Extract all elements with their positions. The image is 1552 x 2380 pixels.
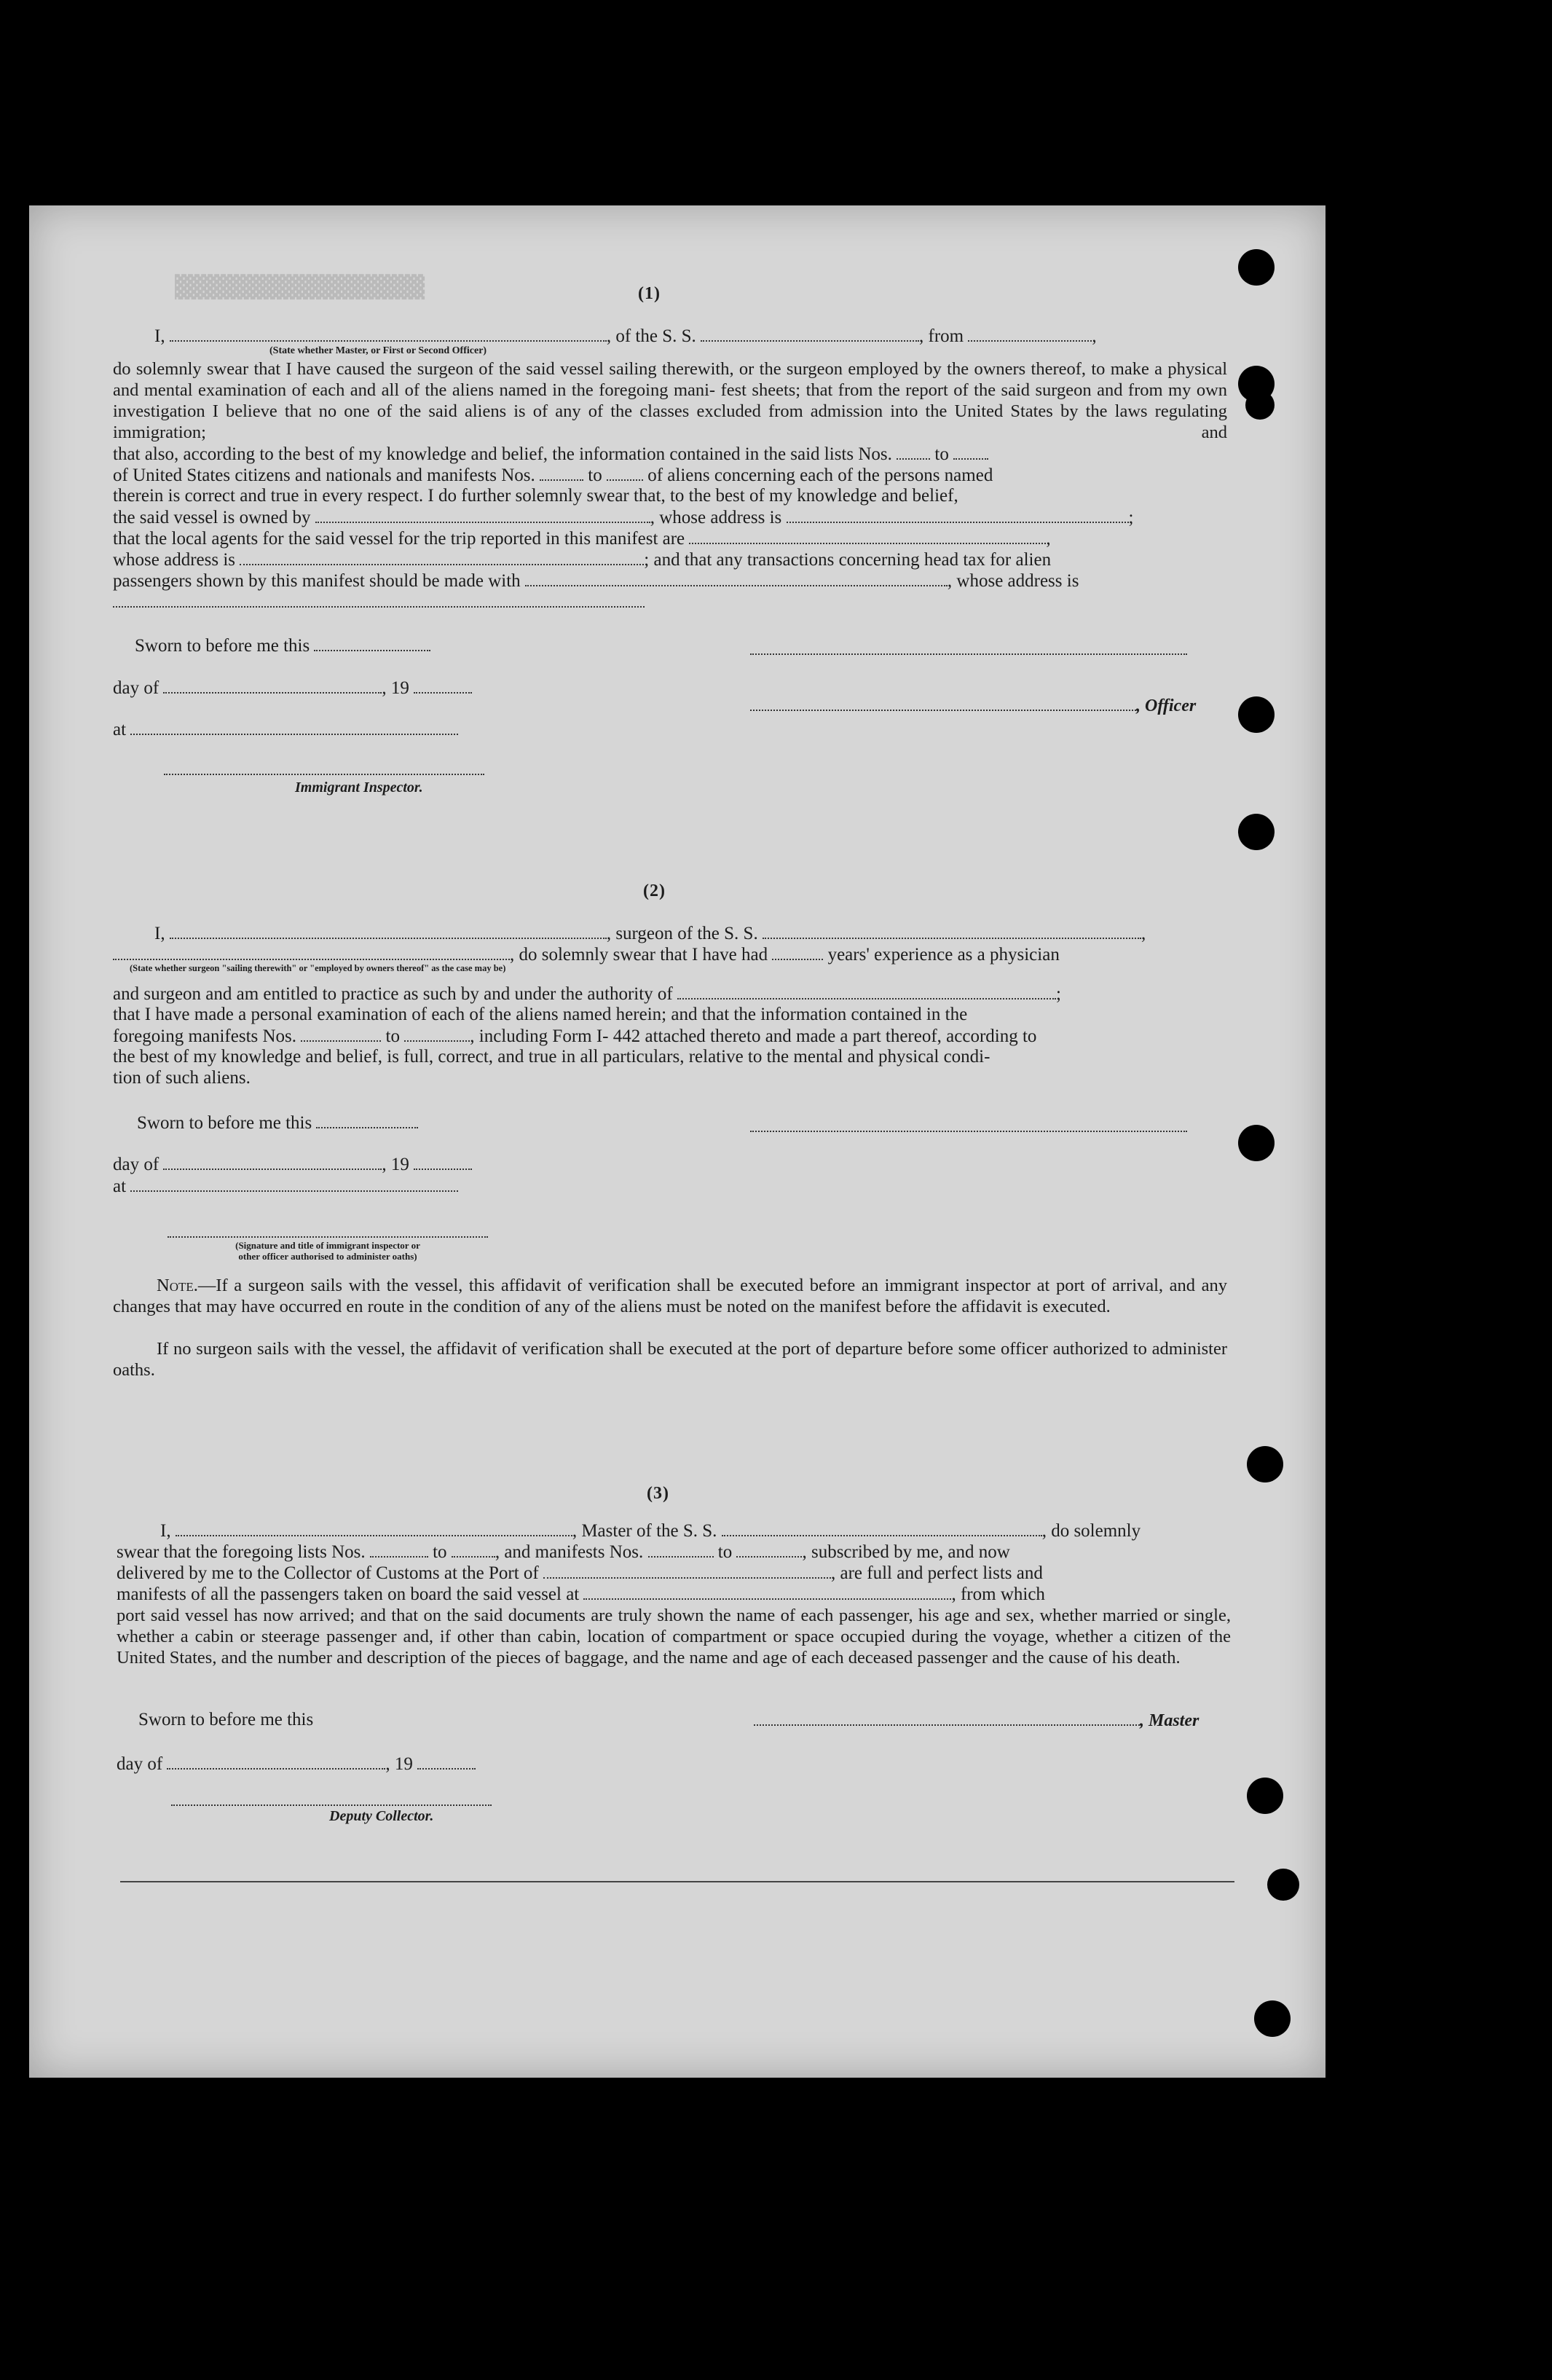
s3-master-line: [754, 1710, 1199, 1731]
s2-sworn: [137, 1112, 418, 1134]
s1-owned-line: the said vessel is owned by , whose address is ;: [113, 508, 1134, 527]
s1-sworn-field: [314, 635, 430, 651]
s1-manifest-to-field: [607, 465, 643, 481]
s2-para-3c: , including Form I- 442 attached thereto and made a part thereof, according to: [470, 1026, 1037, 1046]
s1-officer-field: [750, 695, 1136, 711]
s1-lists-line: [113, 444, 988, 465]
s1-at-label: at: [113, 720, 127, 739]
s1-lists-to-label: to: [934, 444, 949, 464]
s2-para-5: tion of such aliens.: [113, 1068, 251, 1088]
s1-title-field: [170, 326, 607, 342]
bleed-through-text: ▓▓▓▓▓▓▓▓▓▓▓▓▓▓▓▓▓▓▓: [175, 275, 425, 300]
s3-deputy-caption: Deputy Collector.: [329, 1808, 434, 1824]
punch-hole: [1267, 1869, 1299, 1901]
s2-at-label: at: [113, 1177, 127, 1196]
punch-hole: [1238, 1125, 1275, 1161]
s1-from: , from: [919, 326, 964, 346]
s1-sworn: [135, 635, 430, 656]
section-2-number: (2): [643, 881, 666, 900]
s2-authority-line: and surgeon and am entitled to practice as such by and under the authority of ;: [113, 984, 1061, 1004]
s2-at: [113, 1176, 458, 1197]
s2-day-of: [113, 1154, 472, 1175]
s3-sworn: [138, 1710, 313, 1730]
s2-manifests-line: [113, 1026, 1036, 1047]
s3-deputy-rule: [171, 1804, 492, 1806]
s2-signature-rule: [168, 1236, 488, 1238]
s1-inspector-caption: Immigrant Inspector.: [295, 779, 423, 796]
s2-status-caption: (State whether surgeon "sailing therewith" or "employed by owners thereof" as the case may be): [130, 963, 506, 973]
s3-l4a: manifests of all the passengers taken on board the said vessel at: [117, 1584, 580, 1604]
s3-l2e: , subscribed by me, and now: [802, 1542, 1010, 1562]
s3-day-field: [167, 1753, 385, 1770]
s1-owner-address-label: , whose address is: [650, 508, 782, 527]
s3-name-field: [176, 1520, 572, 1536]
s2-manifest-from-field: [301, 1026, 381, 1042]
s1-inspector-rule: [164, 774, 484, 775]
s2-surgeon-of-ss: , surgeon of the S. S.: [606, 924, 758, 943]
punch-hole: [1247, 1446, 1283, 1482]
s3-lists-from-field: [370, 1541, 428, 1558]
s3-lists-to-field: [452, 1541, 495, 1558]
s1-officer-line: [750, 695, 1196, 716]
s1-day-field: [163, 678, 382, 694]
s1-officer-signature-rule: [750, 653, 1187, 655]
s2-signature-caption-1: (Signature and title of immigrant inspector or: [235, 1240, 420, 1251]
s1-address-continuation-rule: [113, 606, 645, 608]
s1-owner-field: [315, 507, 650, 523]
s1-owner-address-field: [787, 507, 1129, 523]
s3-taken-line: [117, 1584, 1045, 1605]
s2-para-3b: to: [385, 1026, 400, 1046]
s2-day-field: [163, 1154, 382, 1170]
s2-swear-line: [113, 944, 1060, 965]
s2-day-of-label: day of: [113, 1155, 159, 1174]
s1-paragraph: [113, 358, 1227, 443]
bottom-rule: [120, 1881, 1234, 1882]
s1-year-field: [414, 678, 472, 694]
s1-at-field: [130, 719, 458, 735]
s1-manifest-from-field: [540, 465, 583, 481]
s2-signature-caption-2: other officer authorised to administer oaths): [238, 1251, 417, 1262]
s3-day-of: [117, 1753, 476, 1775]
s1-passengers-line: [113, 570, 1079, 592]
s1-para-line-5: that also, according to the best of my knowledge and belief, the information contained in the said lists Nos.: [113, 444, 892, 464]
s3-master-of: , Master of the S. S.: [572, 1521, 717, 1541]
s3-departure-field: [583, 1584, 951, 1600]
s1-lists-from-field: [897, 444, 930, 460]
s1-para-line-8: the said vessel is owned by: [113, 508, 311, 527]
s1-of-ss: , of the S. S.: [606, 326, 696, 346]
s2-vessel-field: [763, 923, 1141, 939]
s3-manifests-from-field: [648, 1541, 714, 1558]
s1-para-line-11: passengers shown by this manifest should be made with: [113, 571, 521, 591]
s3-paragraph: port said vessel has now arrived; and that on the said documents are truly shown the name of each passenger, his age and sex, whether married or single, whether a cabin or steerage passenger and, if other than cabin, location of compartment or space occupied during the voyage, whether a citizen of the United States, and the number and description of the pieces of baggage, and the name and age of each deceased passenger and the cause of his death.: [117, 1606, 1231, 1668]
s1-para-line-2: owners thereof, to make a physical and mental examination of each and all of the aliens named in the foregoing mani-: [113, 359, 1227, 400]
s3-l2c: , and manifests Nos.: [495, 1542, 644, 1562]
s2-para-3a: foregoing manifests Nos.: [113, 1026, 297, 1046]
s3-port-field: [543, 1563, 831, 1579]
s2-years-field: [772, 944, 823, 960]
s2-swear: , do solemnly swear that I have had: [510, 945, 768, 965]
section-3-number: (3): [647, 1484, 669, 1503]
s1-of-aliens: of aliens concerning each of the persons named: [647, 466, 993, 485]
s2-year-label: , 19: [382, 1155, 409, 1174]
s2-para-1: and surgeon and am entitled to practice as such by and under the authority of: [113, 984, 673, 1004]
s3-master-label: , Master: [1140, 1711, 1200, 1730]
s3-collector-line: [117, 1563, 1043, 1584]
s2-authority-field: [677, 983, 1056, 999]
s1-sworn-label: Sworn to before me this: [135, 636, 310, 656]
s1-from-field: [968, 326, 1092, 342]
s1-day-of: [113, 678, 472, 699]
s2-note-text: —If a surgeon sails with the vessel, this affidavit of verification shall be executed before an immigrant inspector at port of arrival, and any changes that may have occurred en route in the condition of any of the aliens must be noted on the manifest before the affidavit is executed.: [113, 1276, 1227, 1316]
s2-status-field: [113, 944, 510, 960]
s2-years: years' experience as a physician: [827, 945, 1060, 965]
s1-oath-line: I, , of the S. S. , from ,: [154, 326, 1097, 346]
s1-para-line-10: whose address is: [113, 550, 236, 570]
s3-master-field: [754, 1710, 1140, 1726]
s1-para-line-9: that the local agents for the said vessel for the trip reported in this manifest are: [113, 529, 685, 549]
s2-title-field: [170, 923, 607, 939]
s1-head-tax: ; and that any transactions concerning head tax for alien: [644, 550, 1052, 570]
s2-sworn-label: Sworn to before me this: [137, 1113, 312, 1133]
s1-para-line-4: aliens is of any of the classes excluded from admission into the United States by the laws regulating immigration; and: [113, 401, 1227, 442]
s1-agents-line: that the local agents for the said vessel for the trip reported in this manifest are ,: [113, 529, 1051, 549]
manifest-back-page: [29, 205, 1325, 2078]
s2-note-2: If no surgeon sails with the vessel, the affidavit of verification shall be executed at the port of departure before some officer authorized to administer oaths.: [113, 1339, 1227, 1380]
s2-note: [113, 1275, 1227, 1317]
punch-hole: [1238, 696, 1275, 733]
punch-hole: [1238, 814, 1275, 850]
s1-agents-address-field: [240, 549, 644, 565]
s1-lists-to-field: [953, 444, 988, 460]
s2-oath-line: I, , surgeon of the S. S. ,: [154, 924, 1146, 943]
s2-manifest-to-field: [404, 1026, 470, 1042]
s1-at: [113, 719, 458, 740]
punch-hole: [1247, 1778, 1283, 1814]
s1-title-caption: (State whether Master, or First or Second Officer): [269, 345, 487, 356]
s3-oath-line: [160, 1520, 1141, 1541]
section-1-number: (1): [638, 284, 661, 303]
s3-i: I,: [160, 1521, 171, 1541]
s3-day-of-label: day of: [117, 1754, 163, 1774]
s3-l2d: to: [717, 1542, 733, 1562]
s3-year-label: , 19: [385, 1754, 413, 1774]
s1-day-of-label: day of: [113, 678, 159, 698]
s3-l2b: to: [433, 1542, 447, 1562]
s3-l4b: , from which: [951, 1584, 1045, 1604]
s1-manifests-line: [113, 465, 993, 486]
s1-address-line: [113, 549, 1051, 570]
s3-sworn-label: Sworn to before me this: [138, 1710, 314, 1729]
s2-sworn-field: [316, 1112, 418, 1128]
s2-i: I,: [154, 924, 165, 943]
s3-manifests-to-field: [736, 1541, 802, 1558]
s3-lists-line: [117, 1541, 1010, 1563]
s1-head-tax-field: [525, 570, 948, 586]
s3-year-field: [417, 1753, 476, 1770]
s1-para-line-6: of United States citizens and nationals and manifests Nos.: [113, 466, 535, 485]
s2-para-4: the best of my knowledge and belief, is full, correct, and true in all particulars, relative to the mental and physical condi-: [113, 1047, 990, 1067]
s1-agents-field: [689, 528, 1046, 544]
s1-para-line-3: fest sheets; that from the report of the said surgeon and from my own investigation I believe that no one of the said: [113, 380, 1228, 421]
punch-hole: [1238, 249, 1275, 286]
s1-officer-label: , Officer: [1136, 696, 1197, 715]
s2-year-field: [414, 1154, 472, 1170]
s1-para-line-1: do solemnly swear that I have caused the surgeon of the said vessel sailing therewith, or the surgeon employed by the: [113, 359, 969, 379]
s3-l2a: swear that the foregoing lists Nos.: [117, 1542, 366, 1562]
s3-l3a: delivered by me to the Collector of Customs at the Port of: [117, 1563, 539, 1583]
s2-para-2: that I have made a personal examination of each of the aliens named herein; and that the information contained in the: [113, 1005, 968, 1024]
punch-hole: [1254, 2000, 1291, 2037]
s1-manifest-to-label: to: [588, 466, 602, 485]
s1-vessel-field: [701, 326, 919, 342]
s3-vessel-field: [722, 1520, 1042, 1536]
s3-l3b: , are full and perfect lists and: [831, 1563, 1043, 1583]
s2-note-label: Note.: [157, 1276, 198, 1295]
s2-at-field: [130, 1176, 458, 1192]
s1-para-line-7: therein is correct and true in every respect. I do further solemnly swear that, to the best of my knowledge and belief,: [113, 486, 958, 506]
s2-signature-caption: [168, 1240, 488, 1262]
s2-surgeon-signature-rule: [750, 1131, 1187, 1132]
s3-do-solemnly: , do solemnly: [1041, 1521, 1141, 1541]
s1-year-label: , 19: [382, 678, 409, 698]
s1-i: I,: [154, 326, 165, 346]
punch-hole: [1245, 390, 1275, 420]
s1-head-tax-address-label: , whose address is: [947, 571, 1079, 591]
